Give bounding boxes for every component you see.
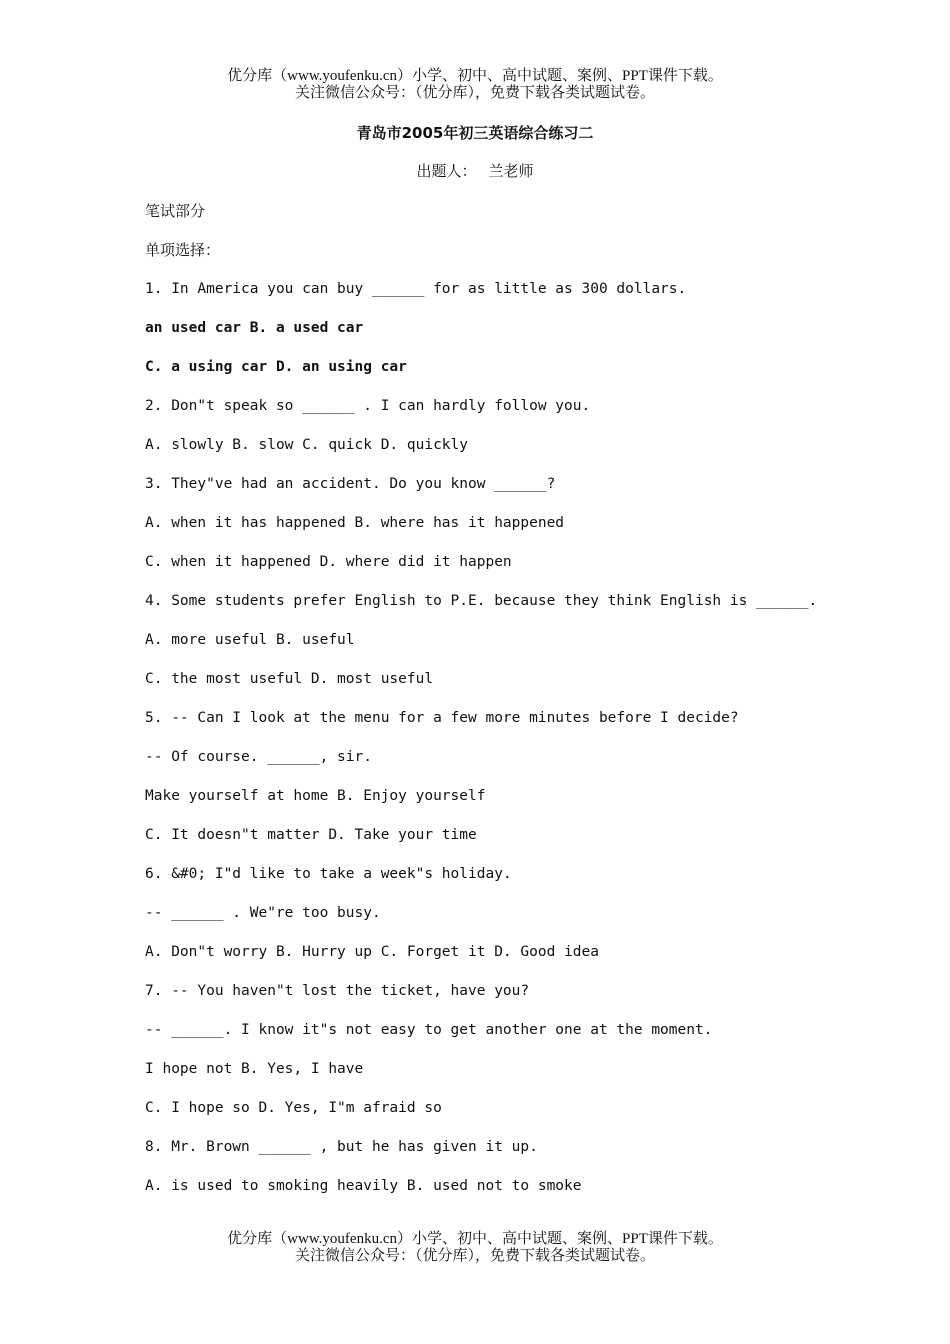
author-label: 出题人： [416, 162, 477, 180]
question-line: 3. They"ve had an accident. Do you know ______? [145, 476, 556, 492]
option-line: A. when it has happened B. where has it happened [145, 515, 565, 531]
header-line-2: 关注微信公众号：（优分库），免费下载各类试题试卷。 [294, 85, 655, 101]
question-line: 1. In America you can buy ______ for as little as 300 dollars. [145, 281, 687, 297]
question-line: 4. Some students prefer English to P.E. because they think English is ______. [145, 593, 818, 609]
question-line: -- ______. I know it"s not easy to get another one at the moment. [145, 1022, 713, 1038]
option-line: A. slowly B. slow C. quick D. quickly [145, 437, 469, 453]
option-line: C. I hope so D. Yes, I"m afraid so [145, 1100, 442, 1116]
option-line: A. Don"t worry B. Hurry up C. Forget it D. Good idea [145, 944, 599, 960]
question-line: 6. &#0; I"d like to take a week"s holiday. [145, 866, 512, 882]
option-line: A. is used to smoking heavily B. used not to smoke [145, 1178, 582, 1194]
question-line: 7. -- You haven"t lost the ticket, have you? [145, 983, 530, 999]
section-written-heading: 笔试部分 [145, 202, 206, 220]
option-line: C. a using car D. an using car [145, 359, 407, 375]
footer-banner [0, 1231, 950, 1265]
option-line: A. more useful B. useful [145, 632, 355, 648]
section-single-choice-heading: 单项选择： [145, 241, 221, 259]
option-line: Make yourself at home B. Enjoy yourself [145, 788, 486, 804]
question-list [145, 280, 845, 1216]
question-line: -- Of course. ______, sir. [145, 749, 372, 765]
document-title: 青岛市2005年初三英语综合练习二 [356, 124, 594, 142]
question-line: -- ______ . We"re too busy. [145, 905, 381, 921]
question-line: 8. Mr. Brown ______ , but he has given it up. [145, 1139, 538, 1155]
option-line: C. when it happened D. where did it happen [145, 554, 512, 570]
question-line: 2. Don"t speak so ______ . I can hardly follow you. [145, 398, 591, 414]
header-line-1: 优分库（www.youfenku.cn）小学、初中、高中试题、案例、PPT课件下载。 [227, 68, 723, 84]
question-line: 5. -- Can I look at the menu for a few more minutes before I decide? [145, 710, 739, 726]
option-line: C. It doesn"t matter D. Take your time [145, 827, 477, 843]
footer-line-2: 关注微信公众号：（优分库），免费下载各类试题试卷。 [294, 1248, 655, 1264]
option-line: C. the most useful D. most useful [145, 671, 434, 687]
author-name: 兰老师 [488, 162, 534, 180]
option-line: I hope not B. Yes, I have [145, 1061, 364, 1077]
option-line: an used car B. a used car [145, 320, 364, 336]
author-line [0, 162, 950, 180]
header-banner [0, 68, 950, 102]
footer-line-1: 优分库（www.youfenku.cn）小学、初中、高中试题、案例、PPT课件下载。 [227, 1231, 723, 1247]
